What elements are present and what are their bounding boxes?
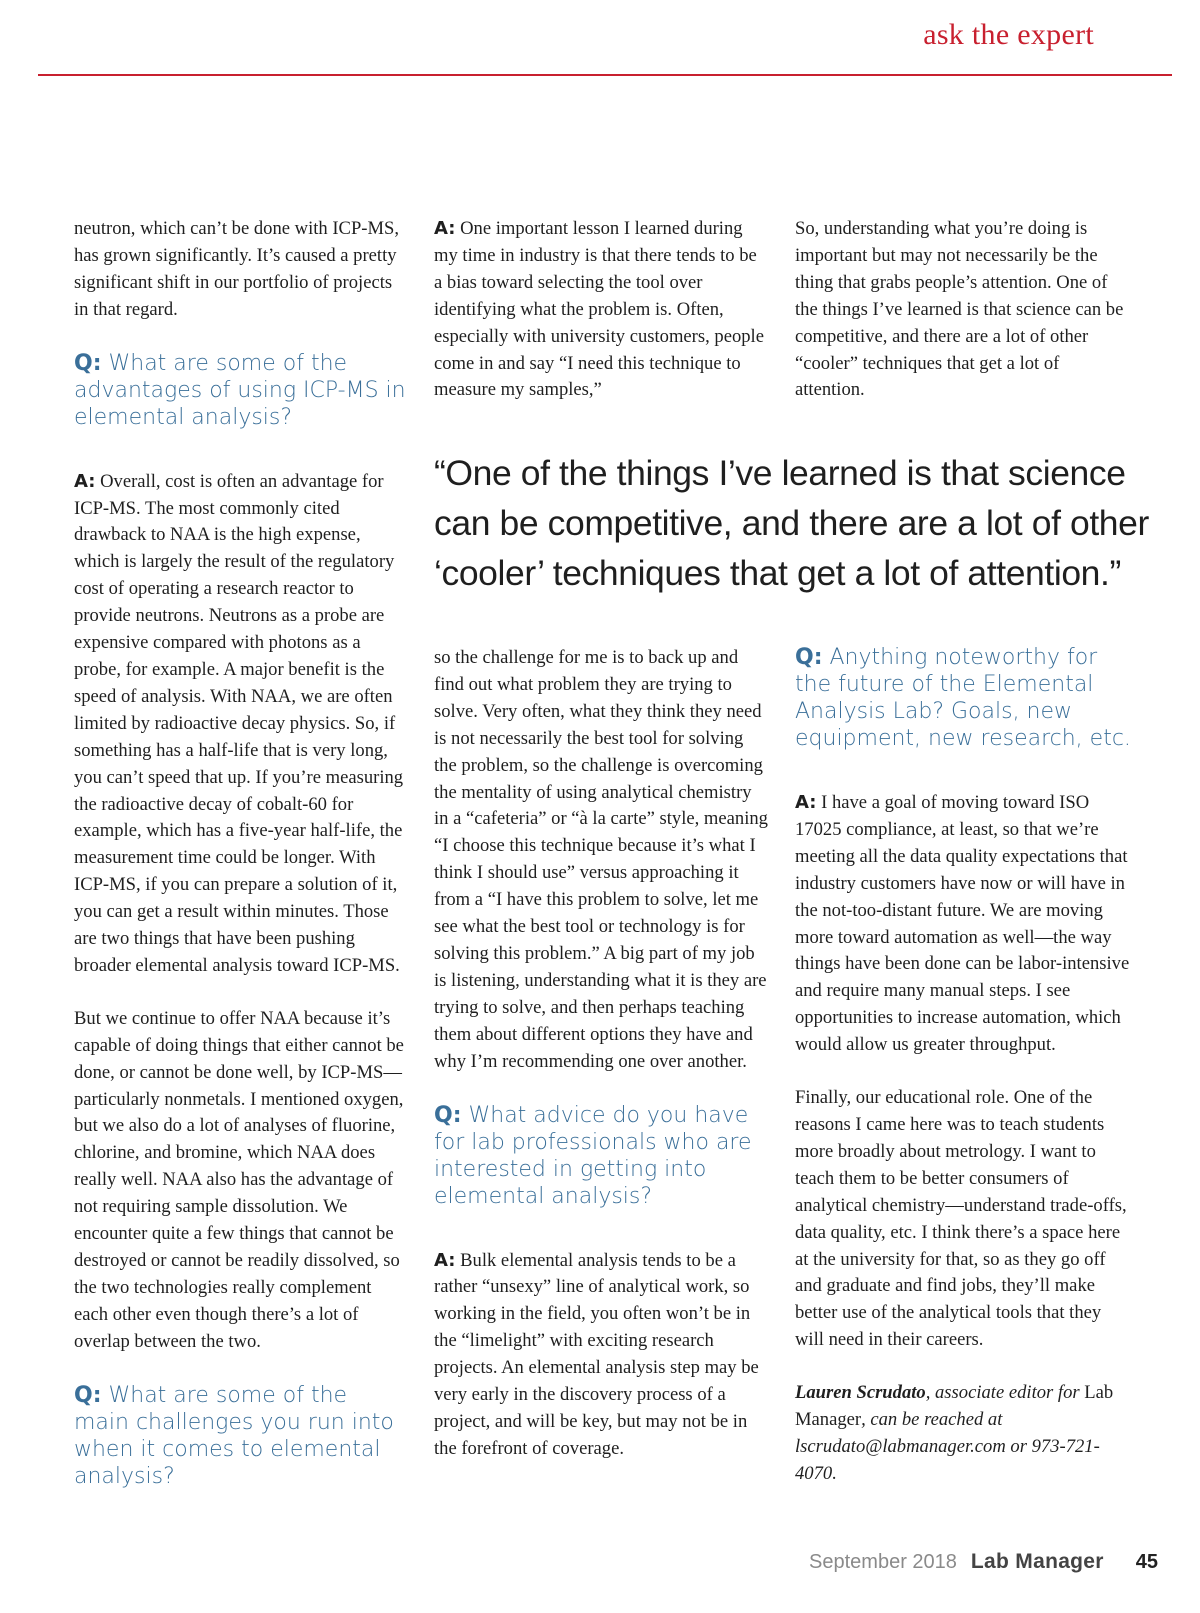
author-contact: , can be reached at lscrudato@labmanager.com or 973-721-4070. [795,1409,1100,1484]
issue-date: September 2018 [809,1551,957,1573]
author-signature [795,1380,1133,1488]
magazine-name: Lab Manager [970,1550,1104,1573]
answer-text: Overall, cost is often an advantage for ICP-MS. The most commonly cited drawback to NAA is the high expense, which is largely the result of the regulatory cost of operating a research reactor to provide neutrons. Neutrons as a probe are expensive compared with photons as a probe, for example. A major benefit is the speed of analysis. With NAA, we are often limited by radioactive decay physics. So, if something has a half-life that is very long, you can’t speed that up. If you’re measuring the radioactive decay of cobalt-60 for example, which has a five-year half-life, the measurement time could be longer. With ICP-MS, if you can prepare a solution of it, you can get a result within minutes. Those are two things that have been pushing broader elemental analysis toward ICP-MS. [74,470,404,976]
answer-marker: A: [74,470,96,492]
answer-marker: A: [434,1249,456,1271]
question-text: Anything noteworthy for the future of the Elemental Analysis Lab? Goals, new equipment, new research, etc. [795,645,1131,751]
page-footer [809,1550,1158,1574]
header-rule [38,74,1172,76]
question-text: What advice do you have for lab professionals who are interested in getting into elemental analysis? [434,1102,752,1209]
paragraph: But we continue to offer NAA because it’s capable of doing things that either cannot be done, or cannot be done well, by ICP-MS—particularly nonmetals. I mentioned oxygen, but we also do a lot of analyses of fluorine, chlorine, and bromine, which NAA does really well. NAA also has the advantage of not requiring sample dissolution. We encounter quite a few things that cannot be destroyed or cannot be readily dissolved, so the two technologies really complement each other even though there’s a lot of overlap between the two. [74,1007,404,1352]
section-label: ask the expert [923,18,1094,51]
paragraph: so the challenge for me is to back up and find out what problem they are trying to solve. Very often, what they think they need is not necessarily the best tool for solving the problem, so the challenge is overcoming the mentality of using analytical chemistry in a “cafeteria” or “à la carte” style, meaning “I choose this technique because it’s what I think I should use” versus approaching it from a “I have this problem to solve, let me see what the best tool or technology is for solving this problem.” A big part of my job is listening, understanding what it is they are trying to solve, and then perhaps teaching them about different options they have and why I’m recommending one over another. [434,647,768,1072]
question-marker: Q: [74,1382,102,1408]
column-2-top [434,216,768,430]
paragraph: neutron, which can’t be done with ICP-MS, has grown significantly. It’s caused a pretty significant shift in our portfolio of projects in that regard. [74,218,400,320]
paragraph: Finally, our educational role. One of the reasons I came here was to teach students more broadly about metrology. I want to teach them to be better consumers of analytical chemistry—understand trade-offs, data quality, etc. I think there’s a space here at the university for that, so as they go off and graduate and find jobs, they’ll make better use of the analytical tools that they will need in their careers. [795,1087,1127,1351]
answer-paragraph [74,469,408,980]
answer-text: Bulk elemental analysis tends to be a rather “unsexy” line of analytical work, so working in the field, you often won’t be in the “limelight” with exciting research projects. An elemental analysis step may be very early in the discovery process of a project, and will be key, but may not be in the forefront of coverage. [434,1249,759,1459]
answer-text: One important lesson I learned during my time in industry is that there tends to be a bias toward selecting the tool over identifying what the problem is. Often, especially with university customers, people come in and say “I need this technique to measure my samples,” [434,218,764,401]
pull-quote: “One of the things I’ve learned is that science can be competitive, and there are a lot of other ‘cooler’ techniques that get a lot of attention.” [434,453,1149,593]
page-number: 45 [1135,1551,1158,1573]
question-heading [795,644,1133,752]
answer-marker: A: [434,218,456,239]
answer-paragraph [434,216,768,404]
question-marker: Q: [74,350,102,376]
answer-paragraph [434,1248,768,1463]
author-name: Lauren Scrudato [795,1382,926,1404]
question-text: What are some of the main challenges you run into when it comes to elemental analysis? [74,1382,394,1489]
column-3-bottom [795,644,1133,1514]
answer-paragraph [795,790,1133,1059]
question-text: What are some of the advantages of using ICP-MS in elemental analysis? [74,350,406,430]
question-marker: Q: [434,1102,462,1128]
question-heading [434,1102,768,1210]
publication-name: Lab Manager [795,1382,1114,1431]
column-1 [74,216,408,1528]
answer-marker: A: [795,792,817,813]
paragraph: So, understanding what you’re doing is important but may not necessarily be the thing that grabs people’s attention. One of the things I’ve learned is that science can be competitive, and there are a lot of other “cooler” techniques that get a lot of attention. [795,218,1124,401]
column-3-top [795,216,1133,430]
question-heading [74,350,408,431]
answer-text: I have a goal of moving toward ISO 17025 compliance, at least, so that we’re meeting all the data quality expectations that industry customers have now or will have in the not-too-distant future. We are moving more toward automation as well—the way things have been done can be labor-intensive and require many manual steps. I see opportunities to increase automation, which would allow us greater throughput. [795,792,1130,1056]
column-2-bottom [434,645,768,1489]
question-marker: Q: [795,645,823,670]
author-role: , associate editor for [925,1382,1085,1404]
question-heading [74,1382,408,1490]
